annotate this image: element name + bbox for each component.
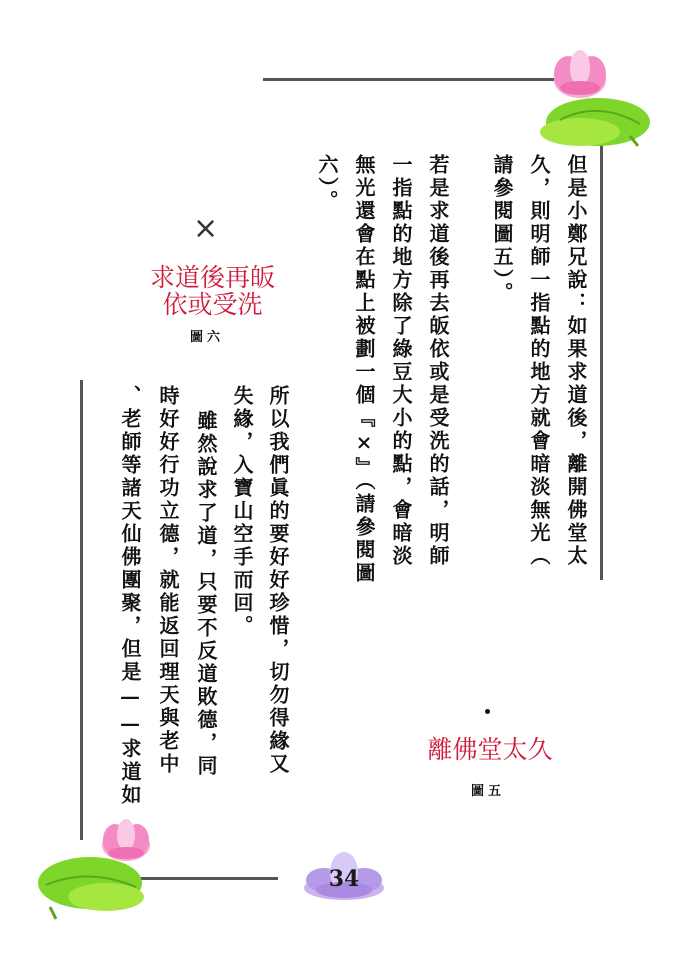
text-column: 失緣，入寶山空手而回。 — [230, 385, 254, 638]
figure-5-label: 圖五 — [471, 784, 506, 799]
figure-6-caption-line-2: 依或受洗 — [162, 290, 263, 319]
lotus-bottom-left-icon — [28, 815, 168, 925]
text-column: 但是小鄭兄說：如果求道後，離開佛堂太 — [564, 154, 588, 568]
text-column: 六）。 — [315, 154, 339, 213]
top-frame-line — [263, 78, 563, 81]
text-column: 若是求道後再去皈依或是受洗的話，明師 — [426, 154, 450, 568]
figure-6-caption-line-1: 求道後再皈 — [149, 263, 275, 292]
figure-5-caption: 離佛堂太久 — [427, 735, 553, 764]
text-column: 請參閱圖五）。 — [490, 154, 514, 305]
text-column: 無光還會在點上被劃一個『×』（請參閱圖 — [352, 154, 376, 585]
text-column: 久，則明師一指點的地方就會暗淡無光（ — [527, 154, 551, 568]
text-column: 所以我們眞的要好好珍惜，切勿得緣又 — [266, 385, 290, 776]
figure-5-dot — [485, 709, 490, 714]
page-number: 34 — [328, 866, 360, 892]
right-frame-line — [600, 130, 603, 580]
left-frame-line — [80, 380, 83, 840]
text-column: 時好好行功立德，就能返回理天與老中 — [156, 385, 180, 776]
lotus-top-right-icon — [520, 40, 660, 150]
text-column: 、老師等諸天仙佛團聚，但是——求道如 — [118, 385, 142, 807]
text-column: 一指點的地方除了綠豆大小的點，會暗淡 — [389, 154, 413, 568]
text-column: 雖然說求了道，只要不反道敗德，同 — [194, 410, 218, 778]
figure-6-mark: × — [193, 211, 219, 246]
figure-6-label: 圖六 — [190, 330, 225, 345]
